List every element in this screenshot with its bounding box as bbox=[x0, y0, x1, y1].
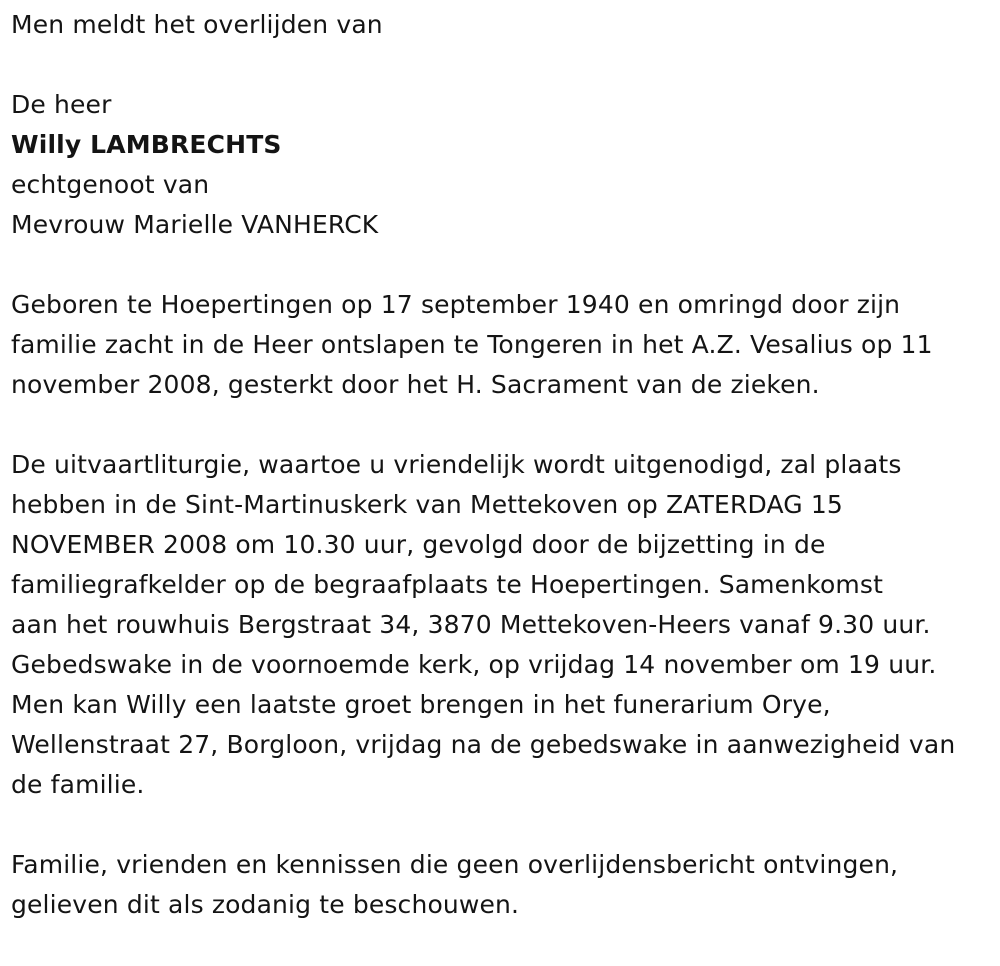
spacer bbox=[11, 405, 996, 445]
deceased-name: Willy LAMBRECHTS bbox=[11, 130, 282, 159]
spacer bbox=[11, 805, 996, 845]
paragraph-line: Men kan Willy een laatste groet brengen in het funerarium Orye, bbox=[11, 690, 831, 719]
paragraph-line: Familie, vrienden en kennissen die geen overlijdensbericht ontvingen, bbox=[11, 850, 899, 879]
paragraph-line: hebben in de Sint-Martinuskerk van Mettekoven op ZATERDAG 15 bbox=[11, 490, 843, 519]
funeral-paragraph bbox=[11, 445, 996, 805]
birth-death-paragraph bbox=[11, 285, 996, 405]
paragraph-line: De uitvaartliturgie, waartoe u vriendelijk wordt uitgenodigd, zal plaats bbox=[11, 450, 902, 479]
spouse-name: Mevrouw Marielle VANHERCK bbox=[11, 210, 379, 239]
paragraph-line: Geboren te Hoepertingen op 17 september 1940 en omringd door zijn bbox=[11, 290, 901, 319]
relation-text: echtgenoot van bbox=[11, 170, 210, 199]
spacer bbox=[11, 245, 996, 285]
paragraph-line: november 2008, gesterkt door het H. Sacrament van de zieken. bbox=[11, 370, 820, 399]
paragraph-line: familie zacht in de Heer ontslapen te Tongeren in het A.Z. Vesalius op 11 bbox=[11, 330, 933, 359]
salutation: De heer bbox=[11, 90, 112, 119]
paragraph-line: Gebedswake in de voornoemde kerk, op vrijdag 14 november om 19 uur. bbox=[11, 650, 937, 679]
paragraph-line: gelieven dit als zodanig te beschouwen. bbox=[11, 890, 520, 919]
intro-text: Men meldt het overlijden van bbox=[11, 10, 383, 39]
paragraph-line: Wellenstraat 27, Borgloon, vrijdag na de gebedswake in aanwezigheid van bbox=[11, 730, 956, 759]
paragraph-line: NOVEMBER 2008 om 10.30 uur, gevolgd door de bijzetting in de bbox=[11, 530, 826, 559]
closing-paragraph bbox=[11, 845, 996, 925]
paragraph-line: de familie. bbox=[11, 770, 145, 799]
paragraph-line: aan het rouwhuis Bergstraat 34, 3870 Mettekoven-Heers vanaf 9.30 uur. bbox=[11, 610, 931, 639]
death-notice bbox=[11, 5, 996, 925]
spacer bbox=[11, 45, 996, 85]
paragraph-line: familiegrafkelder op de begraafplaats te Hoepertingen. Samenkomst bbox=[11, 570, 884, 599]
